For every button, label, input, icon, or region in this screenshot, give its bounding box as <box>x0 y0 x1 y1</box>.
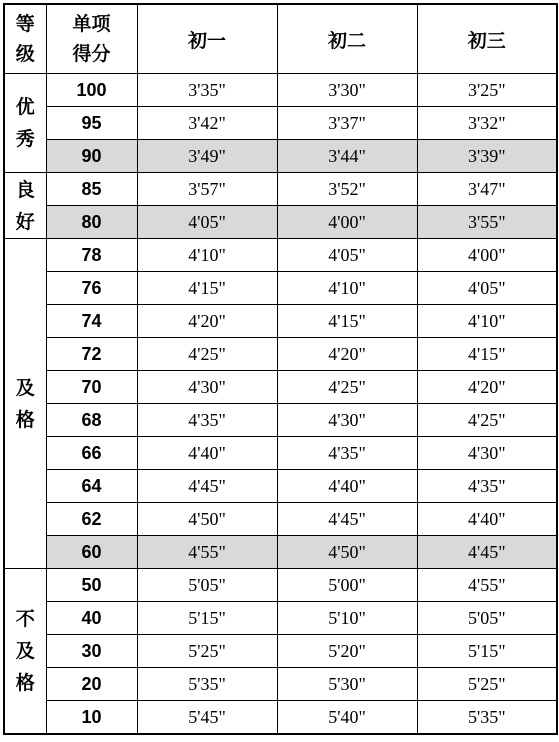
time-cell: 4'40" <box>417 503 557 536</box>
time-cell: 4'10" <box>137 239 277 272</box>
score-cell: 72 <box>46 338 137 371</box>
grade-label-text: 优秀 <box>15 96 35 150</box>
time-cell: 3'44" <box>277 140 417 173</box>
time-cell: 4'55" <box>137 536 277 569</box>
score-cell: 10 <box>46 701 137 735</box>
table-row <box>4 338 557 371</box>
time-cell: 4'25" <box>277 371 417 404</box>
grade-label <box>4 173 46 239</box>
time-cell: 4'55" <box>417 569 557 602</box>
time-cell: 4'35" <box>137 404 277 437</box>
time-cell: 4'45" <box>417 536 557 569</box>
table-row <box>4 107 557 140</box>
table-row <box>4 602 557 635</box>
time-cell: 4'40" <box>137 437 277 470</box>
time-cell: 5'25" <box>417 668 557 701</box>
time-cell: 3'25" <box>417 74 557 107</box>
table-row <box>4 569 557 602</box>
header-grade-2: 初二 <box>277 4 417 74</box>
time-cell: 3'32" <box>417 107 557 140</box>
time-cell: 3'30" <box>277 74 417 107</box>
time-cell: 5'20" <box>277 635 417 668</box>
table-row <box>4 371 557 404</box>
score-cell: 60 <box>46 536 137 569</box>
grade-label-text: 不及格 <box>15 608 35 694</box>
score-cell: 76 <box>46 272 137 305</box>
grade-label <box>4 74 46 173</box>
time-cell: 3'55" <box>417 206 557 239</box>
score-cell: 70 <box>46 371 137 404</box>
time-cell: 5'40" <box>277 701 417 735</box>
grade-label-text: 等级 <box>15 13 35 65</box>
table-row <box>4 668 557 701</box>
time-cell: 5'05" <box>137 569 277 602</box>
time-cell: 4'25" <box>417 404 557 437</box>
header-score-text: 单项得分 <box>72 13 111 65</box>
table-row <box>4 239 557 272</box>
time-cell: 4'20" <box>277 338 417 371</box>
time-cell: 3'52" <box>277 173 417 206</box>
time-cell: 4'35" <box>277 437 417 470</box>
score-table <box>3 3 558 735</box>
score-cell: 30 <box>46 635 137 668</box>
time-cell: 4'45" <box>277 503 417 536</box>
time-cell: 3'37" <box>277 107 417 140</box>
time-cell: 4'50" <box>277 536 417 569</box>
score-cell: 66 <box>46 437 137 470</box>
table-row <box>4 470 557 503</box>
time-cell: 3'57" <box>137 173 277 206</box>
score-cell: 100 <box>46 74 137 107</box>
score-cell: 95 <box>46 107 137 140</box>
header-grade-3: 初三 <box>417 4 557 74</box>
time-cell: 4'05" <box>137 206 277 239</box>
table-row <box>4 635 557 668</box>
table-row <box>4 272 557 305</box>
time-cell: 4'25" <box>137 338 277 371</box>
time-cell: 4'00" <box>417 239 557 272</box>
time-cell: 5'05" <box>417 602 557 635</box>
time-cell: 4'35" <box>417 470 557 503</box>
time-cell: 5'10" <box>277 602 417 635</box>
table-row <box>4 173 557 206</box>
time-cell: 3'47" <box>417 173 557 206</box>
header-score <box>46 4 137 74</box>
header-grade <box>4 4 46 74</box>
score-cell: 78 <box>46 239 137 272</box>
time-cell: 3'42" <box>137 107 277 140</box>
time-cell: 4'15" <box>137 272 277 305</box>
time-cell: 3'49" <box>137 140 277 173</box>
time-cell: 5'35" <box>417 701 557 735</box>
time-cell: 5'00" <box>277 569 417 602</box>
header-row <box>4 4 557 74</box>
time-cell: 4'10" <box>417 305 557 338</box>
time-cell: 4'15" <box>417 338 557 371</box>
score-cell: 62 <box>46 503 137 536</box>
score-cell: 64 <box>46 470 137 503</box>
table-row <box>4 437 557 470</box>
time-cell: 4'30" <box>137 371 277 404</box>
time-cell: 4'05" <box>417 272 557 305</box>
time-cell: 3'39" <box>417 140 557 173</box>
score-cell: 20 <box>46 668 137 701</box>
time-cell: 5'35" <box>137 668 277 701</box>
score-cell: 90 <box>46 140 137 173</box>
score-cell: 50 <box>46 569 137 602</box>
score-cell: 85 <box>46 173 137 206</box>
grade-label-text: 良好 <box>15 178 35 233</box>
table-row <box>4 536 557 569</box>
time-cell: 4'05" <box>277 239 417 272</box>
time-cell: 4'30" <box>277 404 417 437</box>
table-row <box>4 404 557 437</box>
time-cell: 4'15" <box>277 305 417 338</box>
time-cell: 5'25" <box>137 635 277 668</box>
table-row <box>4 503 557 536</box>
time-cell: 4'45" <box>137 470 277 503</box>
score-cell: 40 <box>46 602 137 635</box>
score-cell: 74 <box>46 305 137 338</box>
time-cell: 4'40" <box>277 470 417 503</box>
grade-label <box>4 239 46 569</box>
time-cell: 4'20" <box>417 371 557 404</box>
time-cell: 4'30" <box>417 437 557 470</box>
time-cell: 5'30" <box>277 668 417 701</box>
time-cell: 4'10" <box>277 272 417 305</box>
table-row <box>4 701 557 735</box>
table-row <box>4 305 557 338</box>
time-cell: 4'50" <box>137 503 277 536</box>
grade-label <box>4 569 46 735</box>
header-grade-1: 初一 <box>137 4 277 74</box>
table-row <box>4 206 557 239</box>
grade-label-text: 及格 <box>15 376 35 431</box>
table-row <box>4 140 557 173</box>
time-cell: 4'20" <box>137 305 277 338</box>
time-cell: 5'15" <box>137 602 277 635</box>
time-cell: 5'15" <box>417 635 557 668</box>
time-cell: 5'45" <box>137 701 277 735</box>
score-cell: 68 <box>46 404 137 437</box>
time-cell: 4'00" <box>277 206 417 239</box>
score-cell: 80 <box>46 206 137 239</box>
time-cell: 3'35" <box>137 74 277 107</box>
table-row <box>4 74 557 107</box>
